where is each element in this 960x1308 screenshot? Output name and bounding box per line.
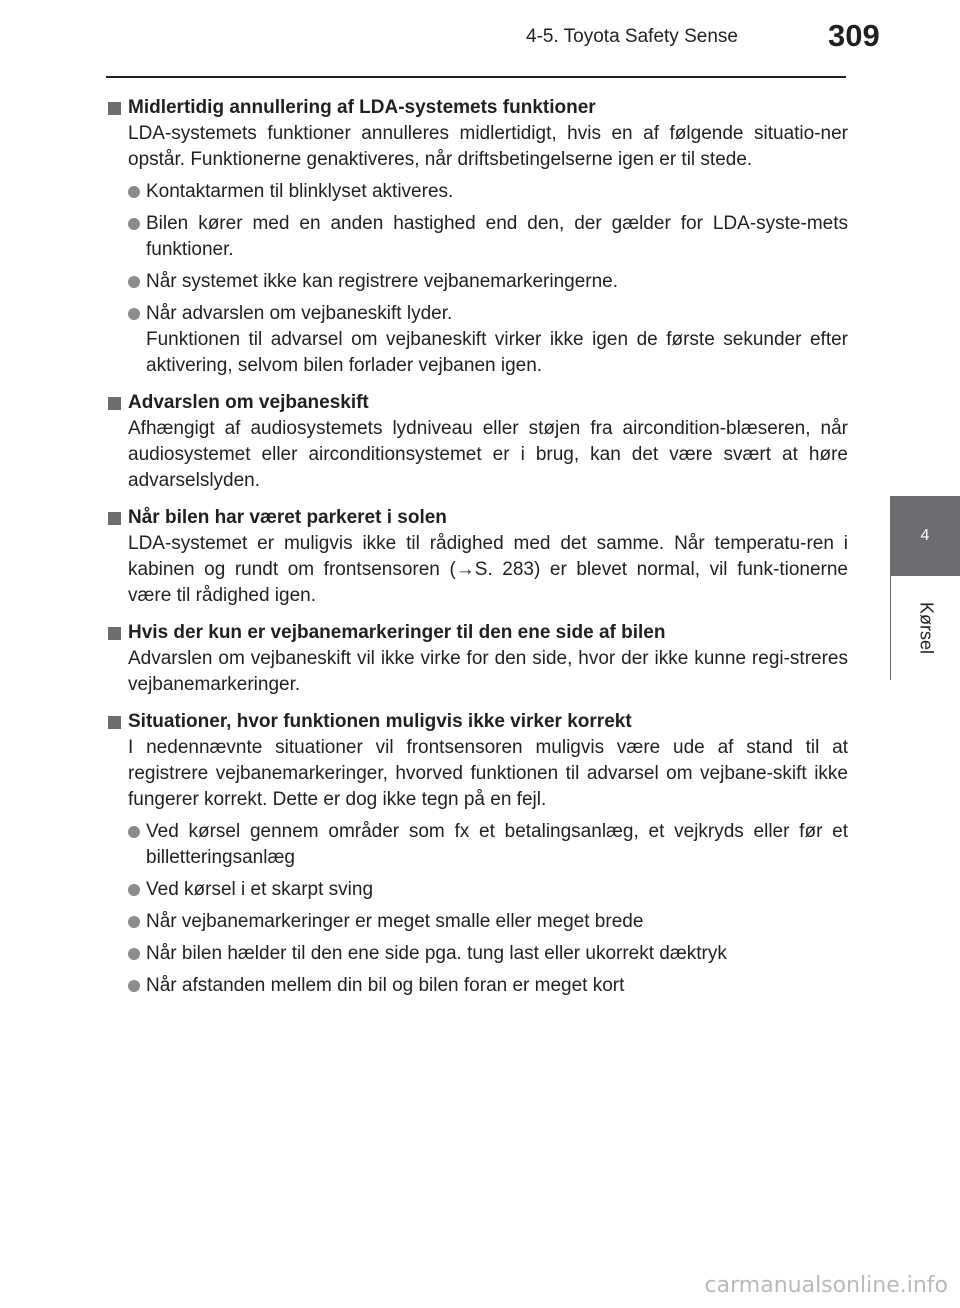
round-bullet-icon (128, 884, 140, 896)
round-bullet-icon (128, 916, 140, 928)
section-heading-text: Midlertidig annullering af LDA-systemets funktioner (128, 97, 596, 118)
square-bullet-icon (108, 627, 121, 640)
square-bullet-icon (108, 397, 121, 410)
bullet-item (108, 301, 848, 379)
page-content (108, 90, 848, 1005)
bullet-text: Når afstanden mellem din bil og bilen foran er meget kort (146, 975, 625, 996)
section-body: Afhængigt af audiosystemets lydniveau eller støjen fra aircondition-blæseren, når audiosystemet eller airconditionsystemet er i brug, kan det være svært at høre advarselslyden. (128, 418, 848, 491)
round-bullet-icon (128, 980, 140, 992)
page-number: 309 (828, 18, 880, 53)
bullet-text: Når systemet ikke kan registrere vejbanemarkeringerne. (146, 271, 619, 292)
round-bullet-icon (128, 308, 140, 320)
section-body: Advarslen om vejbaneskift vil ikke virke for den side, hvor der ikke kunne regi-streres vejbanemarkeringer. (128, 648, 848, 695)
bullet-item (108, 179, 848, 205)
side-strip-top (890, 0, 960, 496)
section-heading (108, 95, 848, 121)
section-heading (108, 505, 848, 531)
bullet-text: Når bilen hælder til den ene side pga. tung last eller ukorrekt dæktryk (146, 943, 727, 964)
section-heading (108, 390, 848, 416)
round-bullet-icon (128, 948, 140, 960)
chapter-label: Kørsel (916, 601, 937, 655)
header-section-title: 4-5. Toyota Safety Sense (526, 26, 738, 47)
section-heading (108, 620, 848, 646)
round-bullet-icon (128, 276, 140, 288)
section-body: I nedennævnte situationer vil frontsensoren muligvis være ude af stand til at registrere vejbanemarkeringer, hvorved funktionen til advarsel om vejbane-skift ikke fungerer korrekt. Dette er dog ikke tegn på en fejl. (128, 737, 848, 810)
section-heading (108, 709, 848, 735)
bullet-item (108, 941, 848, 967)
header-divider (106, 76, 846, 78)
section-heading-text: Situationer, hvor funktionen muligvis ikke virker korrekt (128, 711, 632, 732)
chapter-label-tab (890, 576, 960, 680)
side-strip-bottom (890, 680, 960, 1308)
chapter-tab: 4 (890, 496, 960, 576)
section-heading-text: Når bilen har været parkeret i solen (128, 507, 447, 528)
round-bullet-icon (128, 186, 140, 198)
bullet-item (108, 909, 848, 935)
watermark: carmanualsonline.info (704, 1273, 948, 1298)
bullet-text: Kontaktarmen til blinklyset aktiveres. (146, 181, 454, 202)
square-bullet-icon (108, 102, 121, 115)
bullet-text: Ved kørsel i et skarpt sving (146, 879, 374, 900)
round-bullet-icon (128, 826, 140, 838)
square-bullet-icon (108, 512, 121, 525)
bullet-text: Bilen kører med en anden hastighed end den, der gælder for LDA-syste-mets funktioner. (146, 213, 848, 260)
section-heading-text: Advarslen om vejbaneskift (128, 392, 369, 413)
bullet-item (108, 211, 848, 263)
section-body: LDA-systemets funktioner annulleres midlertidigt, hvis en af følgende situatio-ner opstår. Funktionerne genaktiveres, når driftsbetingelserne igen er til stede. (128, 123, 848, 170)
bullet-item (108, 269, 848, 295)
square-bullet-icon (108, 716, 121, 729)
section-body: LDA-systemet er muligvis ikke til rådighed med det samme. Når temperatu-ren i kabinen og rundt om frontsensoren (→S. 283) er blevet normal, vil funk-tionerne være til rådighed igen. (128, 533, 848, 606)
bullet-item (108, 973, 848, 999)
bullet-item (108, 877, 848, 903)
bullet-text: Når advarslen om vejbaneskift lyder. Funktionen til advarsel om vejbaneskift virker ikke igen de første sekunder efter aktivering, selvom bilen forlader vejbanen igen. (146, 303, 848, 376)
bullet-item (108, 819, 848, 871)
section-heading-text: Hvis der kun er vejbanemarkeringer til den ene side af bilen (128, 622, 666, 643)
bullet-text: Når vejbanemarkeringer er meget smalle eller meget brede (146, 911, 644, 932)
round-bullet-icon (128, 218, 140, 230)
bullet-text: Ved kørsel gennem områder som fx et betalingsanlæg, et vejkryds eller før et billetteringsanlæg (146, 821, 848, 868)
